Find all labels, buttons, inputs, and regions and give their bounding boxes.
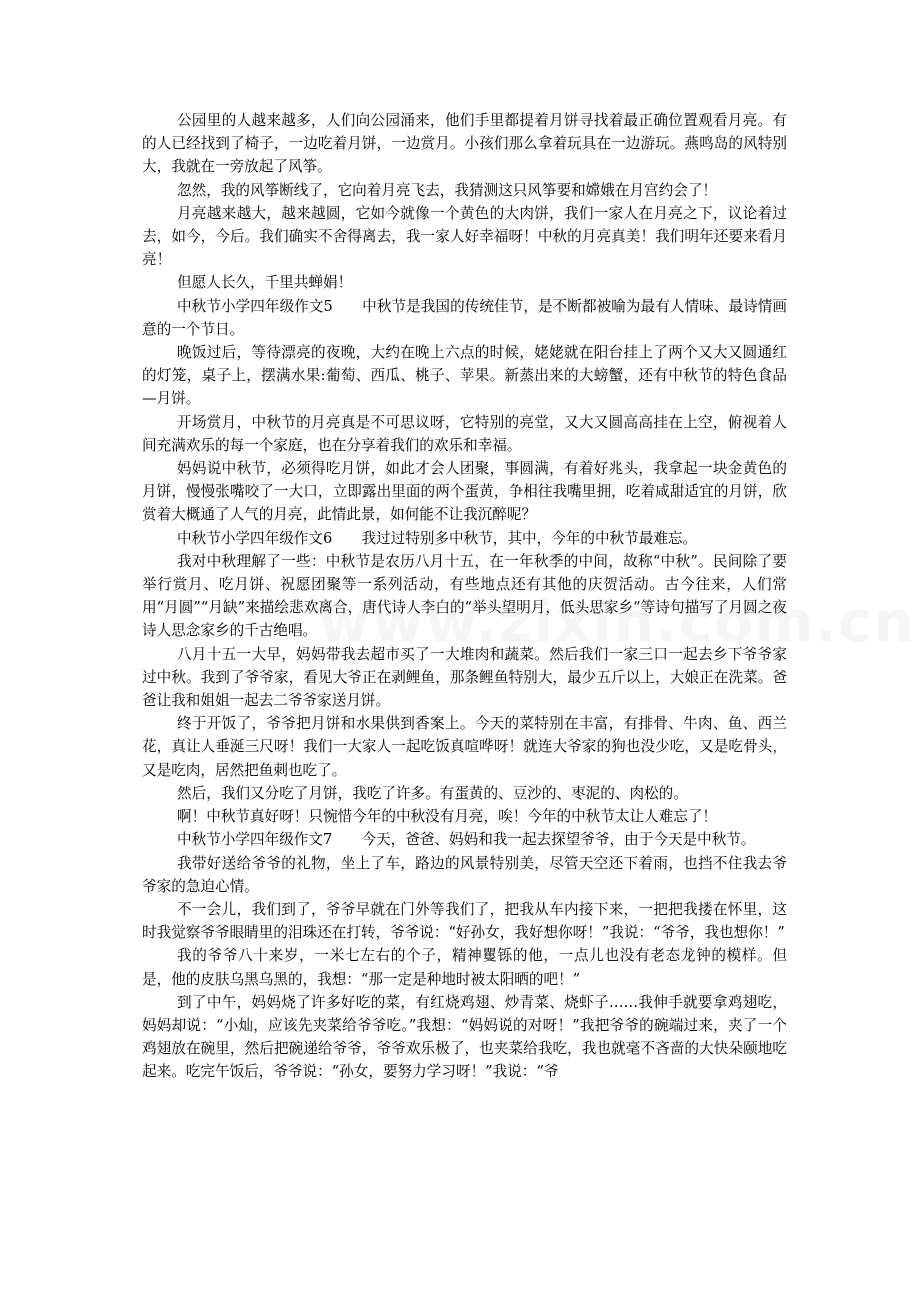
document-body xyxy=(142,109,787,1084)
paragraph: 晚饭过后，等待漂亮的夜晚，大约在晚上六点的时候，姥姥就在阳台挂上了两个又大又圆通红的灯笼，桌子上，摆满水果:葡萄、西瓜、桃子、苹果。新蒸出来的大螃蟹，还有中秋节的特色食品—月饼。 xyxy=(142,344,787,408)
paragraph: 到了中午，妈妈烧了许多好吃的菜，有红烧鸡翅、炒青菜、烧虾子……我伸手就要拿鸡翅吃，妈妈却说：“小灿，应该先夹菜给爷爷吃。”我想：“妈妈说的对呀！”我把爷爷的碗端过来，夹了一个鸡翅放在碗里，然后把碗递给爷爷，爷爷欢乐极了，也夹菜给我吃，我也就毫不吝啬的大快朵颐地吃起来。吃完午饭后，爷爷说：“孙女，要努力学习呀！”我说：“爷 xyxy=(142,993,787,1081)
paragraph: 妈妈说中秋节，必须得吃月饼，如此才会人团聚，事圆满，有着好兆头，我拿起一块金黄色的月饼，慢慢张嘴咬了一大口，立即露出里面的两个蛋黄，争相往我嘴里拥，吃着咸甜适宜的月饼，欣赏着大概通了人气的月亮，此情此景，如何能不让我沉醉呢？ xyxy=(142,460,787,524)
paragraph: 中秋节小学四年级作文6 我过过特别多中秋节，其中，今年的中秋节最难忘。 xyxy=(177,529,698,547)
paragraph: 中秋节小学四年级作文5 中秋节是我国的传统佳节，是不断都被喻为最有人情味、最诗情画意的一个节日。 xyxy=(142,297,787,338)
paragraph: 我的爷爷八十来岁，一米七左右的个子，精神矍铄的他，一点儿也没有老态龙钟的模样。但是，他的皮肤乌黑乌黑的，我想：“那一定是种地时被太阳晒的吧！” xyxy=(142,947,787,988)
paragraph: 中秋节小学四年级作文7 今天，爸爸、妈妈和我一起去探望爷爷，由于今天是中秋节。 xyxy=(177,831,756,849)
paragraph: 我对中秋理解了一些：中秋节是农历八月十五，在一年秋季的中间，故称“中秋”。民间除了要举行赏月、吃月饼、祝愿团聚等一系列活动，有些地点还有其他的庆贺活动。古今往来，人们常用“月圆”“月缺”来描绘悲欢离合，唐代诗人李白的“举头望明月，低头思家乡”等诗句描写了月圆之夜诗人思念家乡的千古绝唱。 xyxy=(142,552,787,640)
paragraph: 开场赏月，中秋节的月亮真是不可思议呀，它特别的亮堂，又大又圆高高挂在上空，俯视着人间充满欢乐的每一个家庭，也在分享着我们的欢乐和幸福。 xyxy=(142,413,787,454)
paragraph: 然后，我们又分吃了月饼，我吃了许多。有蛋黄的、豆沙的、枣泥的、肉松的。 xyxy=(177,784,688,802)
paragraph: 月亮越来越大，越来越圆，它如今就像一个黄色的大肉饼，我们一家人在月亮之下，议论着过去，如今，今后。我们确实不舍得离去，我一家人好幸福呀！中秋的月亮真美！我们明年还要来看月亮！ xyxy=(142,204,787,269)
paragraph: 但愿人长久，千里共蝉娟！ xyxy=(177,274,353,292)
paragraph: 八月十五一大早，妈妈带我去超市买了一大堆肉和蔬菜。然后我们一家三口一起去乡下爷爷家过中秋。我到了爷爷家，看见大爷正在剥鲤鱼，那条鲤鱼特别大，最少五斤以上，大娘正在洗菜。爸爸让我和姐姐一起去二爷爷家送月饼。 xyxy=(142,645,787,710)
paragraph: 不一会儿，我们到了，爷爷早就在门外等我们了，把我从车内接下来，一把把我搂在怀里，这时我觉察爷爷眼睛里的泪珠还在打转，爷爷说：“好孙女，我好想你呀！”我说：“爷爷，我也想你！” xyxy=(142,900,787,942)
paragraph: 啊！中秋节真好呀！只惋惜今年的中秋没有月亮，唉！今年的中秋节太让人难忘了！ xyxy=(177,808,718,826)
paragraph: 公园里的人越来越多，人们向公园涌来，他们手里都提着月饼寻找着最正确位置观看月亮。有的人已经找到了椅子，一边吃着月饼，一边赏月。小孩们那么拿着玩具在一边游玩。燕鸣岛的风特别大，我就在一旁放起了风筝。 xyxy=(142,112,787,176)
paragraph: 忽然，我的风筝断线了，它向着月亮飞去，我猜测这只风筝要和嫦娥在月宫约会了！ xyxy=(177,181,718,199)
paragraph: 我带好送给爷爷的礼物，坐上了车，路边的风景特别美，尽管天空还下着雨，也挡不住我去爷爷家的急迫心情。 xyxy=(142,854,787,895)
paragraph: 终于开饭了，爷爷把月饼和水果供到香案上。今天的菜特别在丰富，有排骨、牛肉、鱼、西兰花，真让人垂涎三尺呀！我们一大家人一起吃饭真喧哗呀！就连大爷家的狗也没少吃，又是吃骨头，又是吃肉，居然把鱼刺也吃了。 xyxy=(142,715,787,779)
